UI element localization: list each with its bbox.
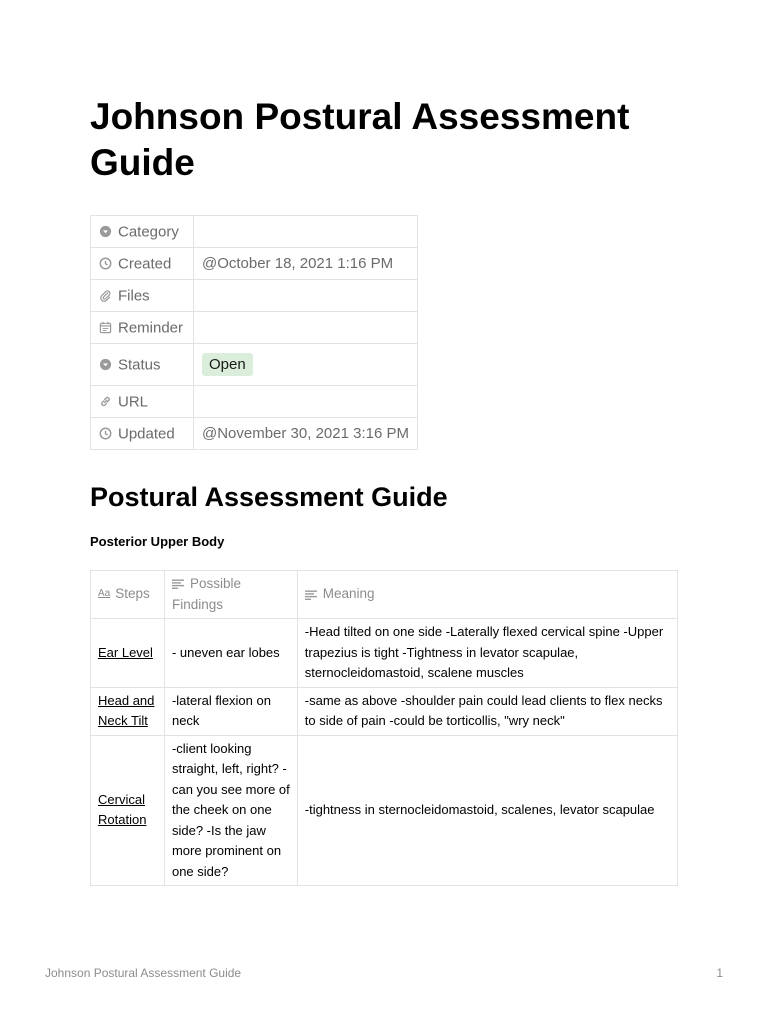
select-icon [99, 225, 112, 238]
property-key [91, 312, 194, 344]
table-row [91, 687, 678, 735]
text-lines-icon [172, 579, 185, 589]
property-label: URL [118, 393, 149, 411]
page-title: Johnson Postural Assessment Guide [90, 96, 630, 183]
column-header-findings[interactable] [164, 571, 297, 619]
step-cell[interactable] [91, 687, 165, 735]
property-row-updated [91, 418, 418, 450]
property-value-created[interactable]: @October 18, 2021 1:16 PM [193, 248, 417, 280]
property-value-files[interactable] [193, 280, 417, 312]
property-label: Reminder [118, 319, 184, 337]
property-value-category[interactable] [193, 216, 417, 248]
property-row-files [91, 280, 418, 312]
text-lines-icon [305, 590, 318, 600]
property-value-status[interactable] [193, 344, 417, 386]
property-label: Created [118, 255, 172, 273]
footer-title: Johnson Postural Assessment Guide [45, 966, 242, 980]
calendar-icon [99, 321, 112, 334]
meaning-cell: -tightness in sternocleidomastoid, scalenes, levator scapulae [297, 735, 677, 886]
column-header-steps[interactable] [91, 571, 165, 619]
property-row-status [91, 344, 418, 386]
property-row-url [91, 386, 418, 418]
findings-cell: -client looking straight, left, right? -can you see more of the cheek on one side? -Is the jaw more prominent on one side? [164, 735, 297, 886]
table-row [91, 619, 678, 688]
meaning-cell: -same as above -shoulder pain could lead clients to flex necks to side of pain -could be torticollis, "wry neck" [297, 687, 677, 735]
property-key [91, 418, 194, 450]
clock-icon [99, 427, 112, 440]
column-header-label: Steps [115, 586, 150, 602]
property-label: Category [118, 223, 179, 241]
paperclip-icon [99, 289, 112, 302]
column-header-label: Possible Findings [171, 576, 241, 612]
property-row-created [91, 248, 418, 280]
findings-cell: -lateral flexion on neck [164, 687, 297, 735]
property-value-url[interactable] [193, 386, 417, 418]
column-header-meaning[interactable] [297, 571, 677, 619]
page-number: 1 [716, 966, 723, 980]
property-label: Updated [118, 425, 175, 443]
property-key [91, 280, 194, 312]
step-cell[interactable] [91, 735, 165, 886]
clock-icon [99, 257, 112, 270]
findings-cell: - uneven ear lobes [164, 619, 297, 688]
property-value-reminder[interactable] [193, 312, 417, 344]
table-row [91, 735, 678, 886]
step-link[interactable]: Ear Level [98, 644, 153, 660]
table-header-row [91, 571, 678, 619]
step-cell[interactable] [91, 619, 165, 688]
property-label: Status [118, 356, 161, 374]
step-link[interactable]: Head and Neck Tilt [98, 692, 155, 728]
subheading: Posterior Upper Body [90, 534, 225, 549]
meaning-cell: -Head tilted on one side -Laterally flexed cervical spine -Upper trapezius is tight -Tightness in levator scapulae, sternocleidomastoid, scalene muscles [297, 619, 677, 688]
properties-table [90, 215, 418, 450]
property-key [91, 344, 194, 386]
link-icon [99, 395, 112, 408]
property-key [91, 216, 194, 248]
property-value-updated[interactable]: @November 30, 2021 3:16 PM [193, 418, 417, 450]
status-badge[interactable]: Open [202, 353, 253, 376]
property-row-category [91, 216, 418, 248]
select-icon [99, 358, 112, 371]
section-heading: Postural Assessment Guide [90, 482, 448, 512]
property-key [91, 386, 194, 418]
assessment-table [90, 570, 678, 886]
text-type-icon: Aa [98, 588, 111, 600]
step-link[interactable]: Cervical Rotation [98, 791, 147, 828]
property-key [91, 248, 194, 280]
column-header-label: Meaning [322, 586, 375, 602]
property-row-reminder [91, 312, 418, 344]
property-label: Files [118, 287, 150, 305]
